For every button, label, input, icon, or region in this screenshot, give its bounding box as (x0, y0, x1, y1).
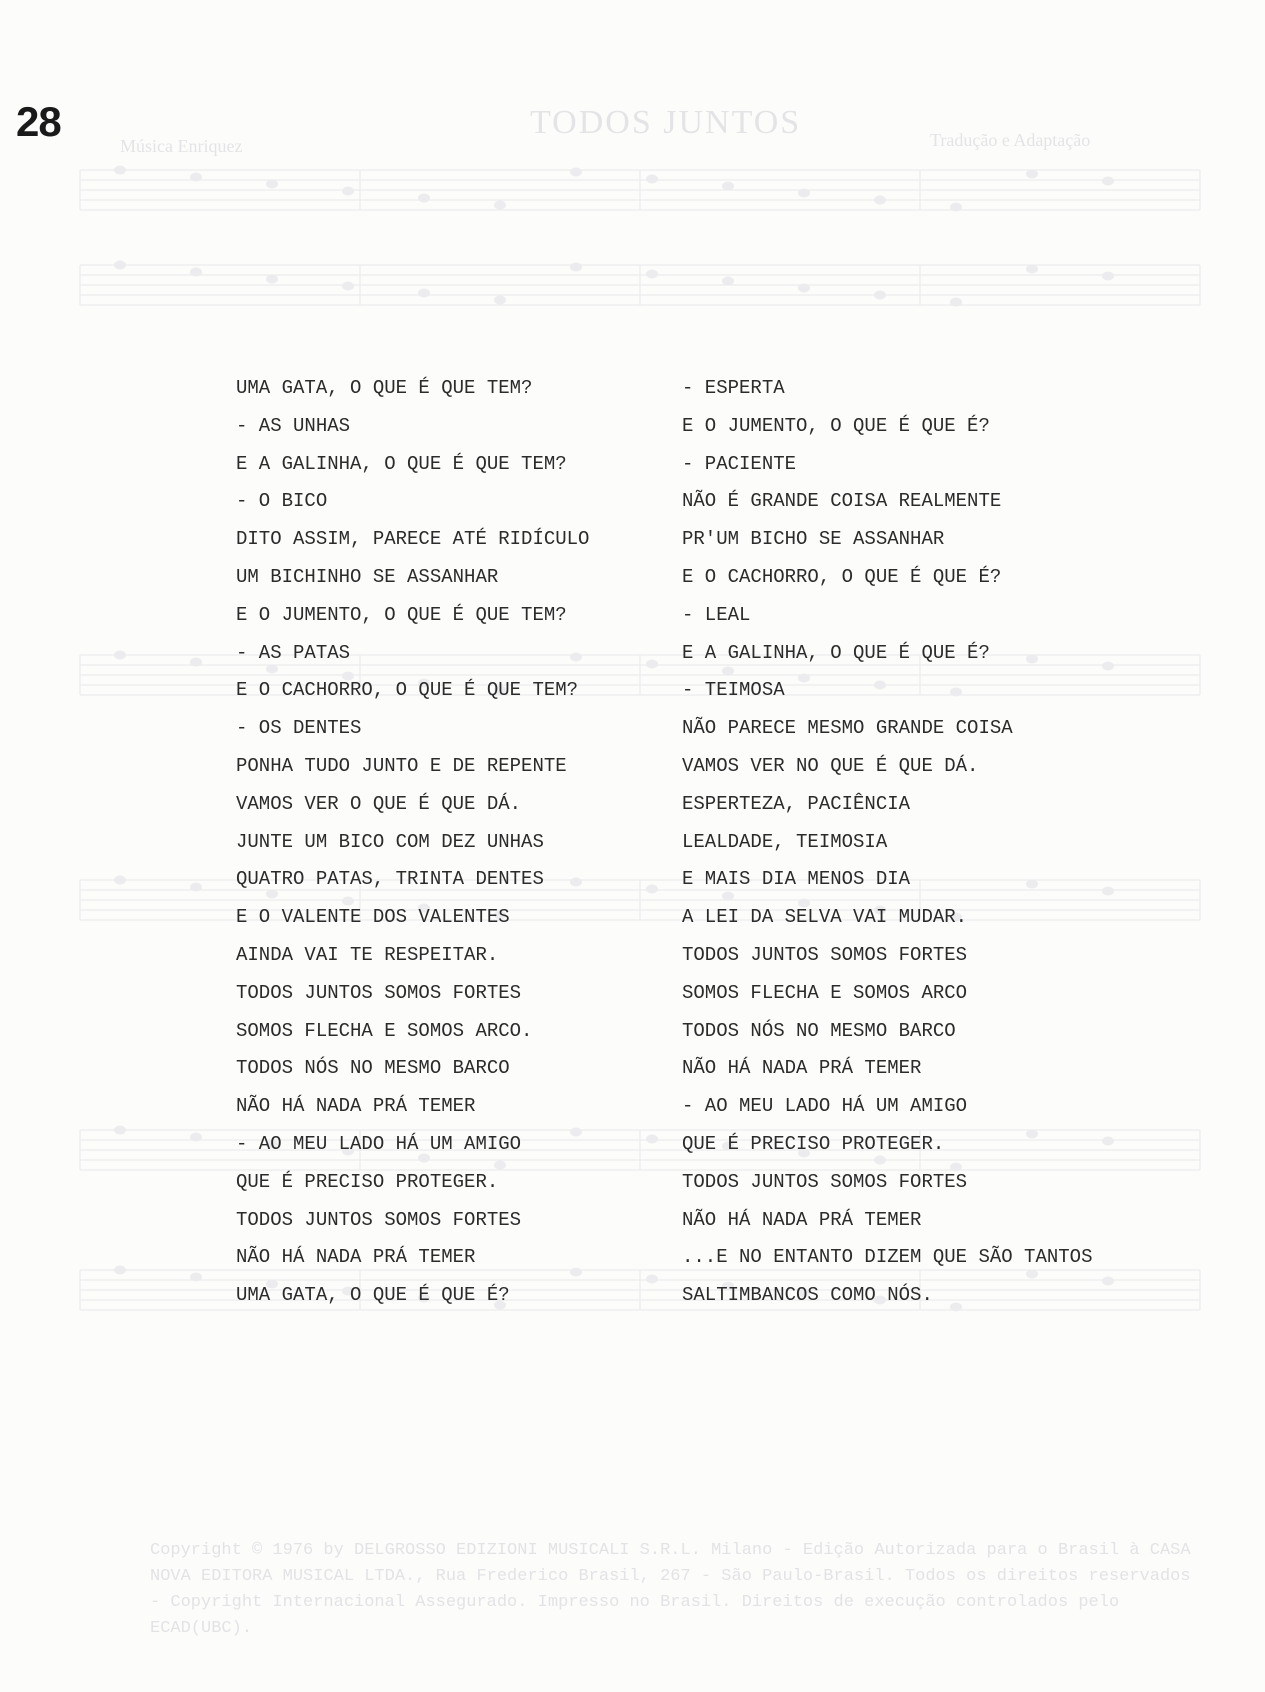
ghost-left-credit: Música Enriquez (120, 136, 243, 156)
lyrics-right-column (682, 370, 1092, 1315)
lyric-line: DITO ASSIM, PARECE ATÉ RIDÍCULO (236, 528, 590, 551)
lyric-line: TODOS JUNTOS SOMOS FORTES (236, 981, 522, 1004)
lyric-line: UMA GATA, O QUE É QUE TEM? (236, 377, 533, 399)
page-number: 28 (16, 98, 61, 145)
lyric-line: QUATRO PATAS, TRINTA DENTES (236, 868, 544, 891)
lyric-line: E O VALENTE DOS VALENTES (236, 906, 510, 929)
lyric-line: JUNTE UM BICO COM DEZ UNHAS (236, 830, 544, 853)
lyric-line: NÃO HÁ NADA PRÁ TEMER (682, 1208, 922, 1231)
lyric-line: TODOS NÓS NO MESMO BARCO (682, 1019, 956, 1042)
lyric-line: - OS DENTES (236, 717, 362, 740)
lyric-line: E O JUMENTO, O QUE É QUE TEM? (236, 603, 567, 626)
ghost-copyright: Copyright © 1976 by DELGROSSO EDIZIONI MUSICALI S.R.L. Milano - Edição Autorizada para o Brasil à CASA NOVA EDITORA MUSICAL LTDA., Rua Frederico Brasil, 267 - São Paulo-Brasil. Todos os direitos reservados - Copyright Internacional Assegurado. Impresso no Brasil. Direitos de execução controlados pelo ECAD(UBC). (150, 1541, 1191, 1638)
lyric-line: QUE É PRECISO PROTEGER. (682, 1132, 945, 1155)
lyric-line: AINDA VAI TE RESPEITAR. (236, 943, 499, 966)
lyric-line: ...E NO ENTANTO DIZEM QUE SÃO TANTOS (682, 1246, 1093, 1269)
lyric-line: SOMOS FLECHA E SOMOS ARCO. (236, 1019, 533, 1042)
lyric-line: SALTIMBANCOS COMO NÓS. (682, 1284, 933, 1307)
lyric-line: PR'UM BICHO SE ASSANHAR (682, 528, 945, 551)
lyric-line: E O JUMENTO, O QUE É QUE É? (682, 414, 990, 437)
lyric-line: TODOS JUNTOS SOMOS FORTES (682, 943, 968, 966)
lyric-line: - AS PATAS (236, 641, 351, 664)
lyric-line: QUE É PRECISO PROTEGER. (236, 1170, 499, 1193)
lyric-line: VAMOS VER O QUE É QUE DÁ. (236, 792, 522, 815)
lyric-line: NÃO HÁ NADA PRÁ TEMER (236, 1095, 476, 1118)
lyric-line: PONHA TUDO JUNTO E DE REPENTE (236, 754, 567, 777)
lyric-line: - ESPERTA (682, 377, 785, 399)
lyric-line: TODOS NÓS NO MESMO BARCO (236, 1057, 510, 1080)
lyric-line: LEALDADE, TEIMOSIA (682, 830, 888, 853)
lyric-line: SOMOS FLECHA E SOMOS ARCO (682, 981, 968, 1004)
ghost-title: TODOS JUNTOS (530, 104, 802, 141)
lyric-line: - AO MEU LADO HÁ UM AMIGO (682, 1095, 968, 1118)
lyric-line: UM BICHINHO SE ASSANHAR (236, 565, 499, 588)
lyric-line: - AO MEU LADO HÁ UM AMIGO (236, 1132, 522, 1155)
lyrics-left-column (236, 370, 589, 1315)
lyric-line: NÃO PARECE MESMO GRANDE COISA (682, 717, 1013, 740)
lyric-line: TODOS JUNTOS SOMOS FORTES (236, 1208, 522, 1231)
lyric-line: NÃO HÁ NADA PRÁ TEMER (236, 1246, 476, 1269)
lyric-line: NÃO É GRANDE COISA REALMENTE (682, 490, 1002, 513)
lyric-line: E MAIS DIA MENOS DIA (682, 868, 911, 891)
lyric-line: - AS UNHAS (236, 414, 351, 437)
lyric-line: E O CACHORRO, O QUE É QUE É? (682, 565, 1002, 588)
lyric-line: E A GALINHA, O QUE É QUE É? (682, 641, 990, 664)
lyric-line: E A GALINHA, O QUE É QUE TEM? (236, 452, 567, 475)
lyric-line: NÃO HÁ NADA PRÁ TEMER (682, 1057, 922, 1080)
lyric-line: - PACIENTE (682, 452, 797, 475)
lyric-line: - LEAL (682, 603, 751, 626)
lyric-line: TODOS JUNTOS SOMOS FORTES (682, 1170, 968, 1193)
lyric-line: A LEI DA SELVA VAI MUDAR. (682, 906, 968, 929)
lyric-line: ESPERTEZA, PACIÊNCIA (682, 792, 911, 815)
lyric-line: E O CACHORRO, O QUE É QUE TEM? (236, 679, 579, 702)
lyric-line: - O BICO (236, 490, 328, 513)
lyric-line: UMA GATA, O QUE É QUE É? (236, 1284, 510, 1307)
ghost-right-credit: Tradução e Adaptação (930, 130, 1091, 150)
lyric-line: - TEIMOSA (682, 679, 785, 702)
lyric-line: VAMOS VER NO QUE É QUE DÁ. (682, 754, 979, 777)
